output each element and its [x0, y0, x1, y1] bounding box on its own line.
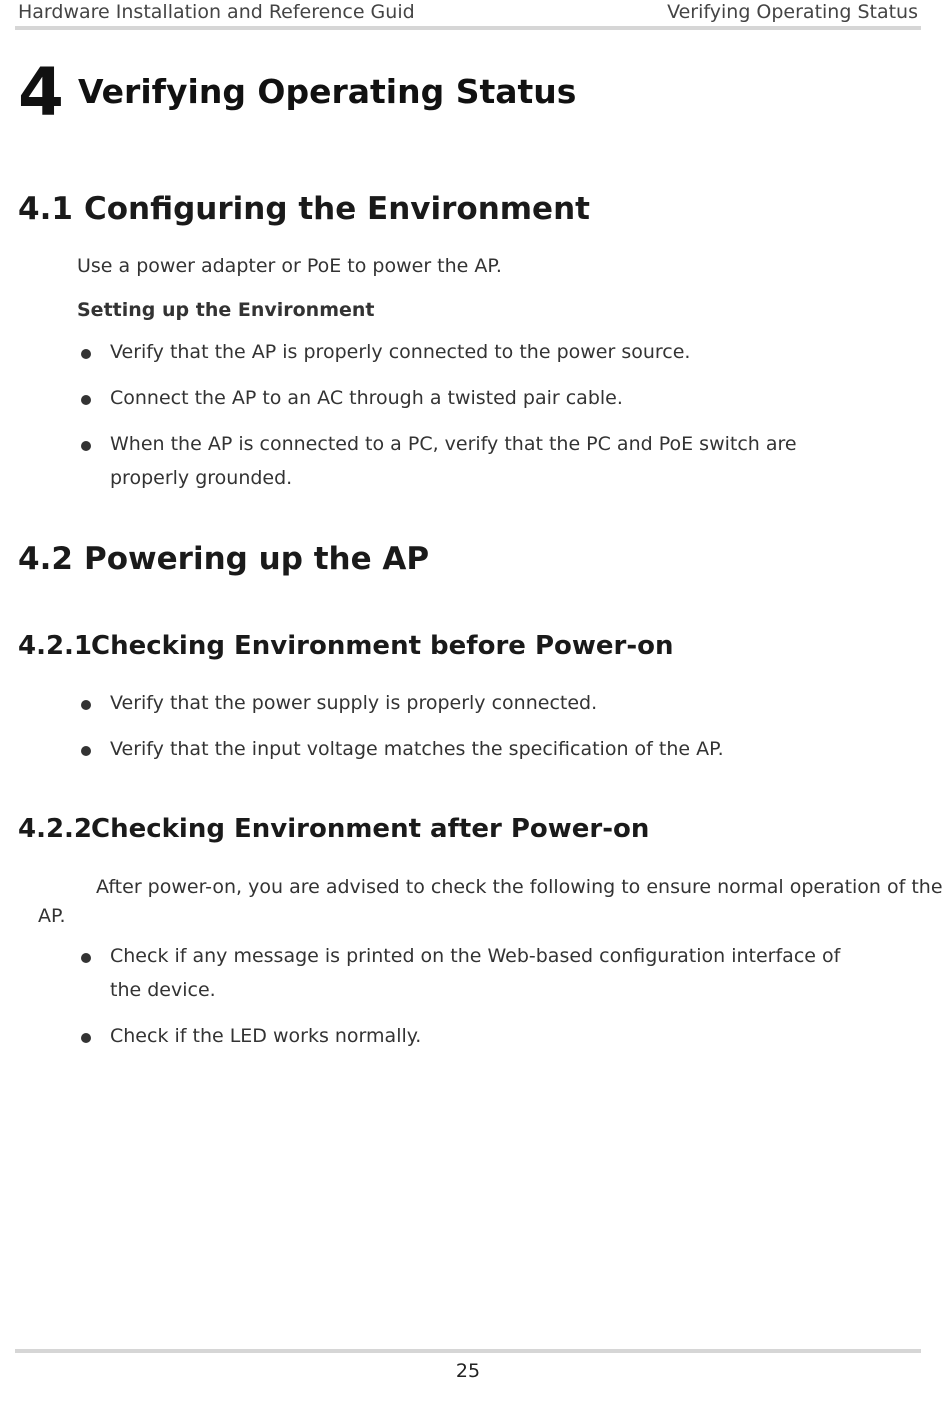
bullet-icon — [81, 700, 91, 710]
list-item: Connect the AP to an AC through a twisted pair cable. — [0, 381, 870, 415]
chapter-heading — [18, 54, 576, 132]
chapter-title: Verifying Operating Status — [77, 72, 577, 111]
subheading: Setting up the Environment — [77, 299, 375, 321]
section-heading-4-2 — [18, 539, 429, 579]
section-heading-4-1 — [18, 189, 590, 229]
list-item: When the AP is connected to a PC, verify that the PC and PoE switch are properly grounded. — [0, 427, 870, 495]
list-item: Check if the LED works normally. — [0, 1019, 870, 1053]
running-header-title: Hardware Installation and Reference Guid — [18, 1, 415, 23]
bullet-list-setup — [0, 335, 870, 507]
list-item: Verify that the power supply is properly connected. — [0, 686, 870, 720]
chapter-number: 4 — [18, 54, 64, 131]
after-power-on-intro-line1: After power-on, you are advised to check the following to ensure normal operation of the — [96, 876, 943, 898]
bullet-icon — [81, 746, 91, 756]
bullet-list-after-power-on — [0, 939, 870, 1065]
section-title: Powering up the AP — [84, 541, 430, 577]
subsection-title: Checking Environment before Power-on — [91, 631, 674, 661]
subsection-number: 4.2.1 — [18, 631, 93, 661]
section-number: 4.2 — [18, 541, 73, 577]
subsection-heading-4-2-2 — [18, 812, 649, 846]
bullet-icon — [81, 349, 91, 359]
footer-rule — [15, 1349, 921, 1353]
after-power-on-intro-line2: AP. — [38, 905, 66, 927]
section-intro: Use a power adapter or PoE to power the AP. — [77, 255, 502, 277]
subsection-heading-4-2-1 — [18, 629, 674, 663]
list-item: Verify that the input voltage matches the specification of the AP. — [0, 732, 870, 766]
list-item: Verify that the AP is properly connected to the power source. — [0, 335, 870, 369]
bullet-list-before-power-on — [0, 686, 870, 778]
bullet-icon — [81, 441, 91, 451]
section-title: Configuring the Environment — [84, 191, 590, 227]
section-number: 4.1 — [18, 191, 73, 227]
subsection-number: 4.2.2 — [18, 814, 93, 844]
subsection-title: Checking Environment after Power-on — [91, 814, 650, 844]
running-header-chapter: Verifying Operating Status — [667, 1, 918, 23]
list-item: Check if any message is printed on the Web-based configuration interface of the device. — [0, 939, 870, 1007]
page-number: 25 — [455, 1360, 481, 1382]
bullet-icon — [81, 1033, 91, 1043]
bullet-icon — [81, 395, 91, 405]
header-rule — [15, 26, 921, 30]
bullet-icon — [81, 953, 91, 963]
